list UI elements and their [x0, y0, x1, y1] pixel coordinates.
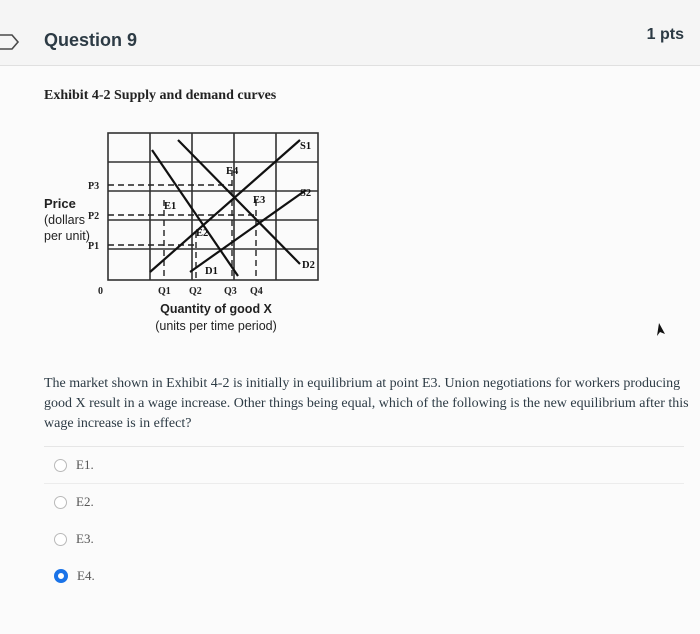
- radio-button-selected[interactable]: [54, 569, 68, 583]
- x-tick-q4: Q4: [250, 286, 263, 297]
- x-tick-q3: Q3: [224, 286, 237, 297]
- label-d1: D1: [205, 266, 218, 277]
- x-tick-q1: Q1: [158, 286, 171, 297]
- answer-label: E2.: [76, 494, 94, 509]
- graph-frame: [108, 133, 318, 280]
- y-axis-subtitle-1: (dollars: [44, 213, 85, 227]
- y-axis-title: Price: [44, 196, 76, 211]
- x-axis-subtitle: (units per time period): [155, 319, 277, 333]
- answer-label: E3.: [76, 531, 94, 546]
- radio-button[interactable]: [54, 459, 67, 472]
- answer-option-e4[interactable]: [44, 558, 684, 595]
- point-e1: E1: [164, 201, 177, 212]
- x-origin: 0: [98, 286, 103, 297]
- y-axis-subtitle-2: per unit): [44, 229, 90, 243]
- label-s2: S2: [300, 188, 312, 199]
- mouse-cursor-icon: [652, 322, 666, 338]
- exhibit-title: Exhibit 4-2 Supply and demand curves: [44, 88, 277, 103]
- y-tick-p1: P1: [88, 241, 100, 252]
- question-prompt: The market shown in Exhibit 4-2 is initially in equilibrium at point E3. Union negotiations for workers producing good X result in a wage increase. Other things being equal, which of the following is the new equilibrium after this wage increase is in effect?: [44, 376, 689, 431]
- answer-label: E4.: [77, 568, 95, 583]
- answer-option-e1[interactable]: [44, 447, 684, 484]
- x-tick-q2: Q2: [189, 286, 202, 297]
- label-d2: D2: [302, 260, 315, 271]
- question-points: 1 pts: [646, 26, 684, 43]
- answer-list: [44, 446, 684, 595]
- label-s1: S1: [300, 141, 312, 152]
- y-tick-p2: P2: [88, 211, 100, 222]
- answer-option-e2[interactable]: [44, 484, 684, 521]
- x-axis-label: [151, 301, 281, 335]
- x-axis-title: Quantity of good X: [160, 302, 272, 316]
- radio-button[interactable]: [54, 496, 67, 509]
- y-tick-p3: P3: [88, 181, 100, 192]
- point-e2: E2: [196, 228, 209, 239]
- point-e4: E4: [226, 166, 239, 177]
- question-title: Question 9: [44, 30, 138, 50]
- radio-button[interactable]: [54, 533, 67, 546]
- answer-option-e3[interactable]: [44, 521, 684, 558]
- answer-label: E1.: [76, 457, 94, 472]
- point-e3: E3: [253, 195, 266, 206]
